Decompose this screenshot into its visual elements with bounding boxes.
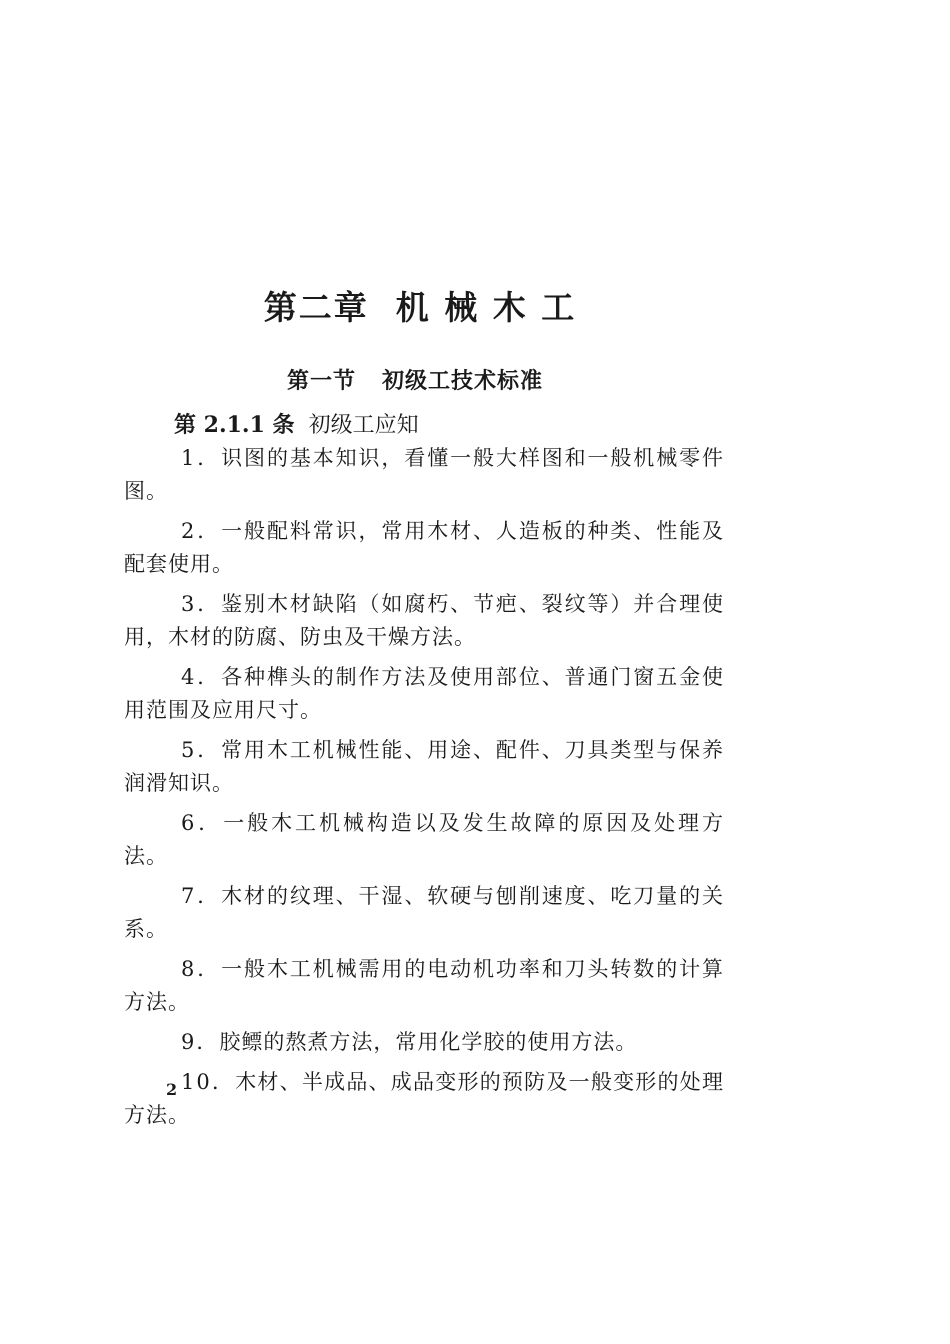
list-item: [124, 807, 724, 873]
list-item: [124, 1026, 724, 1059]
page-number: 2: [166, 1080, 178, 1099]
section-title: 第一节 初级工技术标准: [287, 368, 543, 394]
knowledge-list: [124, 442, 724, 1139]
item-number: 6．: [181, 811, 224, 835]
list-item: [124, 953, 724, 1019]
list-item: [124, 880, 724, 946]
chapter-title: 第二章 机 械 木 工: [263, 288, 577, 327]
item-number: 2．: [181, 519, 222, 543]
item-number: 10．: [181, 1070, 236, 1094]
list-item: [124, 515, 724, 581]
list-item: [124, 442, 724, 508]
list-item: [124, 734, 724, 800]
item-text: 各种榫头的制作方法及使用部位、普通门窗五金使用范围及应用尺寸。: [124, 665, 724, 722]
item-number: 4．: [181, 665, 222, 689]
item-number: 7．: [181, 884, 222, 908]
list-item: [124, 588, 724, 654]
item-number: 3．: [181, 592, 222, 616]
item-number: 1．: [181, 446, 222, 470]
item-number: 8．: [181, 957, 222, 981]
item-number: 9．: [181, 1030, 220, 1054]
list-item: [124, 661, 724, 727]
item-text: 木材的纹理、干湿、软硬与刨削速度、吃刀量的关系。: [124, 884, 724, 941]
item-text: 木材、半成品、成品变形的预防及一般变形的处理方法。: [124, 1070, 724, 1127]
article-number: 第 2.1.1 条: [174, 412, 295, 438]
item-text: 识图的基本知识，看懂一般大样图和一般机械零件图。: [124, 446, 724, 503]
item-text: 胶鳔的熬煮方法，常用化学胶的使用方法。: [219, 1030, 638, 1054]
article-heading: [174, 408, 419, 439]
item-text: 鉴别木材缺陷（如腐朽、节疤、裂纹等）并合理使用，木材的防腐、防虫及干燥方法。: [124, 592, 724, 649]
list-item: [124, 1066, 724, 1132]
item-text: 常用木工机械性能、用途、配件、刀具类型与保养润滑知识。: [124, 738, 724, 795]
item-text: 一般木工机械构造以及发生故障的原因及处理方法。: [124, 811, 724, 868]
item-text: 一般木工机械需用的电动机功率和刀头转数的计算方法。: [124, 957, 724, 1014]
item-text: 一般配料常识，常用木材、人造板的种类、性能及配套使用。: [124, 519, 724, 576]
item-number: 5．: [181, 738, 222, 762]
article-title: 初级工应知: [308, 413, 419, 438]
